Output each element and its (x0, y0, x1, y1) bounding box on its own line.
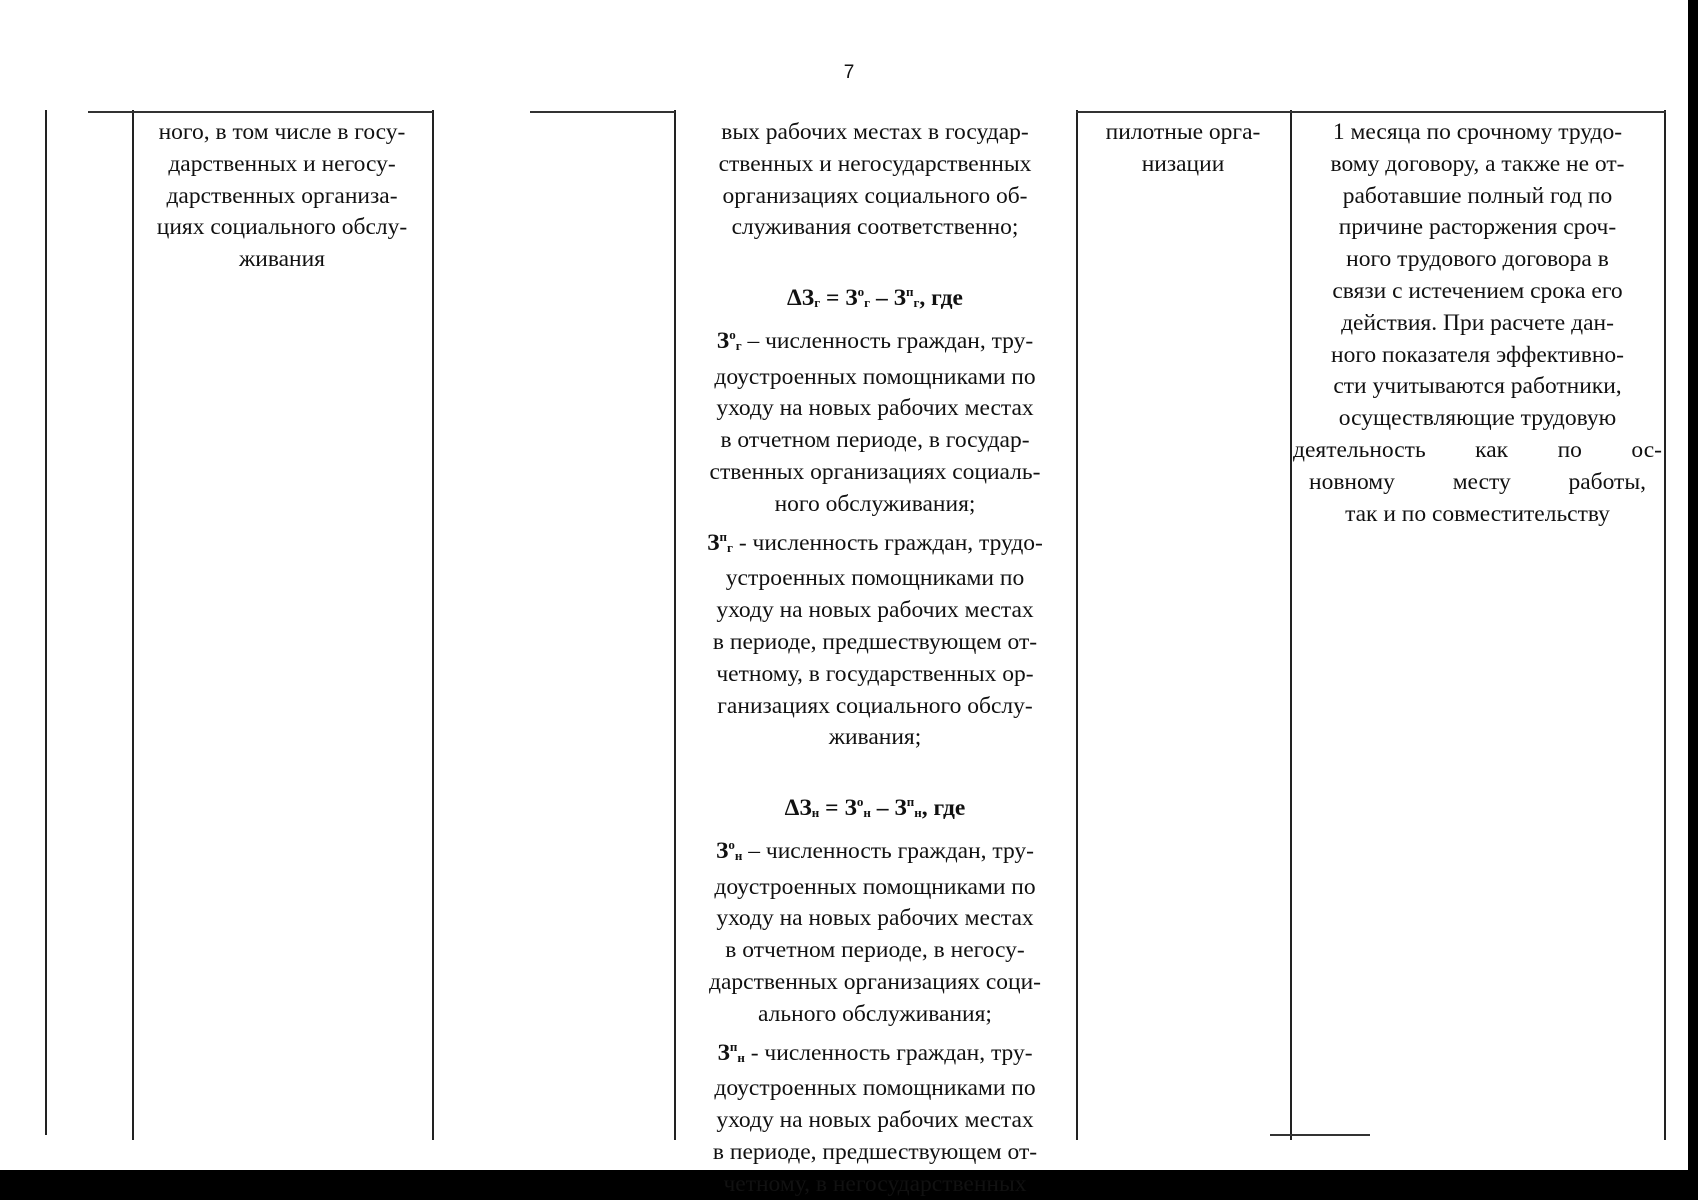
table-top-rule-3 (1076, 111, 1666, 113)
col5-right-border (1664, 110, 1666, 1140)
col3-intro-line: ственных и негосударственных (718, 150, 1032, 177)
col5-line: деятельность как по ос- (1293, 436, 1662, 463)
definition-line: в отчетном периоде, в негосу- (725, 937, 1025, 964)
definition-line: доустроенных помощниками по (714, 1075, 1036, 1102)
definition-line: уходу на новых рабочих местах (716, 905, 1034, 932)
col5-line: новному месту работы, (1309, 468, 1646, 495)
col5-line: связи с истечением срока его (1332, 277, 1623, 304)
col5-line: осуществляющие трудовую (1338, 405, 1617, 432)
definition-line: $З^о_н$ – численность граждан, тру- (715, 836, 1034, 864)
table-bottom-rule (1270, 1134, 1370, 1136)
col5-left-border (1290, 110, 1292, 1140)
col3-intro-line: организациях социального об- (722, 182, 1028, 209)
col5-line: так и по совместительству (1345, 500, 1610, 527)
def-zog-line: уходу на новых рабочих местах (716, 395, 1034, 422)
def-zog-line: ного обслуживания; (774, 490, 976, 517)
definition-line: уходу на новых рабочих местах (716, 1107, 1034, 1134)
def-zog-line: доустроенных помощниками по (714, 363, 1036, 390)
def-zog-line: ственных организациях социаль- (709, 458, 1041, 485)
col1-line: живания (239, 246, 325, 273)
col5-line: причине расторжения сроч- (1338, 214, 1617, 241)
col3-right-border (1076, 110, 1078, 1140)
definition-line: устроенных помощниками по (725, 565, 1025, 592)
def-zpn (676, 1031, 1074, 1201)
definition-line: доустроенных помощниками по (714, 873, 1036, 900)
col5-line: 1 месяца по срочному трудо- (1332, 119, 1623, 145)
right-scan-edge (1688, 0, 1698, 1170)
col4-cell (1078, 117, 1288, 181)
definition-line: $З^п_н$ - численность граждан, тру- (717, 1038, 1033, 1066)
col1-line: ного, в том числе в госу- (158, 119, 406, 145)
definition-line: ального обслуживания; (758, 1000, 992, 1027)
definition-line: ганизациях социального обслу- (717, 692, 1033, 719)
definition-line: четному, в государственных ор- (716, 660, 1034, 687)
definition-line: $З^п_г$ - численность граждан, трудо- (707, 528, 1043, 556)
def-zon (676, 829, 1074, 1031)
col3-cell (676, 117, 1074, 1201)
def-zpg (676, 521, 1074, 755)
table-top-rule-1 (88, 111, 433, 113)
col5-line: действия. При расчете дан- (1341, 309, 1614, 336)
table-top-rule-2 (530, 111, 675, 113)
definition-line: в периоде, предшествующем от- (712, 1138, 1038, 1165)
definition-line: в периоде, предшествующем от- (712, 628, 1038, 655)
definition-line: четному, в негосударственных (723, 1170, 1027, 1197)
formula-delta-z-g: $\Delta З_г = З^о_г - З^п_г$, где (787, 283, 963, 311)
col5-cell (1293, 117, 1662, 530)
definition-line: дарственных организациях соци- (709, 968, 1041, 995)
col5-line: вому договору, а также не от- (1330, 150, 1625, 177)
col3-intro-line: служивания соответственно; (731, 214, 1019, 241)
def-zog-line: в отчетном периоде, в государ- (720, 427, 1030, 454)
col4-line: пилотные орга- (1105, 119, 1261, 145)
col1-right-border (432, 110, 434, 1140)
col1-line: дарственных организа- (166, 182, 398, 209)
col4-line: низации (1141, 150, 1225, 177)
col3-intro-line: вых рабочих местах в государ- (721, 119, 1029, 145)
col5-line: сти учитываются работники, (1333, 373, 1622, 400)
col5-line: ного трудового договора в (1346, 246, 1609, 273)
definition-line: живания; (828, 724, 922, 751)
definition-line: уходу на новых рабочих местах (716, 597, 1034, 624)
table-border-left (45, 110, 47, 1135)
col1-line: дарственных и негосу- (168, 150, 396, 177)
col5-line: ного показателя эффективно- (1331, 341, 1624, 368)
col1-cell (134, 117, 430, 276)
def-zog-line: $З^о_г$ – численность граждан, тру- (716, 326, 1034, 354)
formula-delta-z-n: $\Delta З_н = З^о_н - З^п_н$, где (784, 793, 966, 821)
col1-line: циях социального обслу- (156, 214, 408, 241)
page-number: 7 (843, 62, 855, 83)
col5-line: работавшие полный год по (1342, 182, 1613, 209)
